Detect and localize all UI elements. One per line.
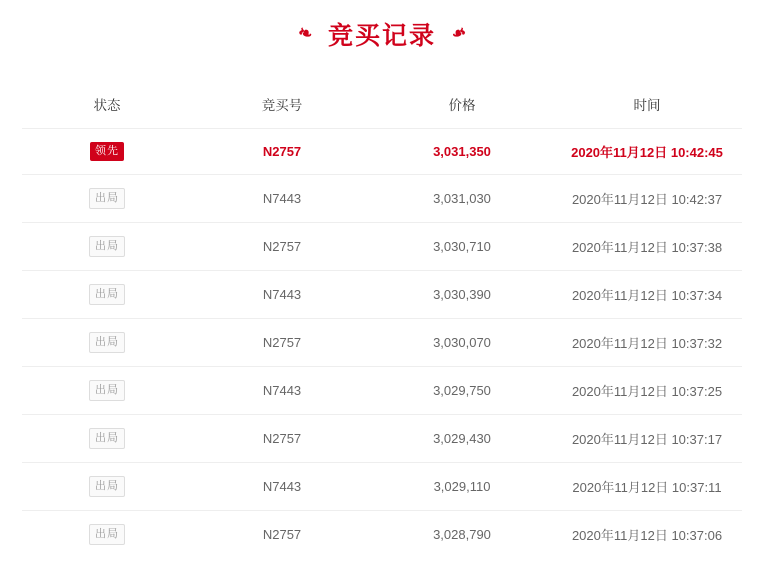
time-cell: 2020年11月12日 10:37:06 [552, 511, 742, 559]
table-header-row [22, 82, 742, 129]
table-row [22, 415, 742, 463]
status-badge: 出局 [89, 284, 125, 305]
price-cell: 3,030,390 [372, 271, 552, 319]
status-cell [22, 271, 192, 319]
table-row [22, 271, 742, 319]
table-header [22, 82, 742, 129]
status-cell [22, 223, 192, 271]
page-header [0, 0, 764, 60]
table-row [22, 319, 742, 367]
bidder-cell: N7443 [192, 271, 372, 319]
column-header-time: 时间 [633, 98, 661, 113]
price-cell: 3,028,790 [372, 511, 552, 559]
price-cell: 3,031,030 [372, 175, 552, 223]
flourish-right-icon: ❧ [447, 21, 469, 46]
bidder-cell: N7443 [192, 463, 372, 511]
status-badge: 出局 [89, 332, 125, 353]
page-title [295, 16, 469, 52]
table-row [22, 129, 742, 175]
time-cell: 2020年11月12日 10:42:45 [552, 129, 742, 175]
time-cell: 2020年11月12日 10:37:17 [552, 415, 742, 463]
status-cell [22, 511, 192, 559]
bidder-cell: N2757 [192, 415, 372, 463]
table-row [22, 463, 742, 511]
time-cell: 2020年11月12日 10:42:37 [552, 175, 742, 223]
column-header-price: 价格 [448, 98, 476, 113]
price-cell: 3,029,750 [372, 367, 552, 415]
status-badge: 出局 [89, 188, 125, 209]
table-row [22, 223, 742, 271]
time-cell: 2020年11月12日 10:37:25 [552, 367, 742, 415]
time-cell: 2020年11月12日 10:37:34 [552, 271, 742, 319]
bidder-cell: N2757 [192, 129, 372, 175]
bidder-cell: N2757 [192, 319, 372, 367]
price-cell: 3,031,350 [372, 129, 552, 175]
price-cell: 3,029,430 [372, 415, 552, 463]
bidder-cell: N2757 [192, 511, 372, 559]
status-cell [22, 319, 192, 367]
column-header-status: 状态 [93, 98, 121, 113]
time-cell: 2020年11月12日 10:37:38 [552, 223, 742, 271]
bidder-cell: N7443 [192, 367, 372, 415]
status-badge: 出局 [89, 380, 125, 401]
bidder-cell: N2757 [192, 223, 372, 271]
price-cell: 3,030,070 [372, 319, 552, 367]
status-badge: 领先 [90, 142, 124, 161]
price-cell: 3,030,710 [372, 223, 552, 271]
status-badge: 出局 [89, 428, 125, 449]
status-cell [22, 415, 192, 463]
status-cell [22, 129, 192, 175]
time-cell: 2020年11月12日 10:37:32 [552, 319, 742, 367]
table-row [22, 367, 742, 415]
status-cell [22, 367, 192, 415]
status-cell [22, 175, 192, 223]
price-cell: 3,029,110 [372, 463, 552, 511]
table-row [22, 511, 742, 559]
table-body [22, 129, 742, 559]
table-row [22, 175, 742, 223]
bid-record-table [22, 82, 742, 558]
bidder-cell: N7443 [192, 175, 372, 223]
page-title-text: 竞买记录 [327, 22, 436, 50]
time-cell: 2020年11月12日 10:37:11 [552, 463, 742, 511]
column-header-bidder: 竞买号 [261, 98, 303, 113]
status-cell [22, 463, 192, 511]
flourish-left-icon: ❧ [295, 21, 317, 46]
status-badge: 出局 [89, 236, 125, 257]
status-badge: 出局 [89, 524, 125, 545]
status-badge: 出局 [89, 476, 125, 497]
